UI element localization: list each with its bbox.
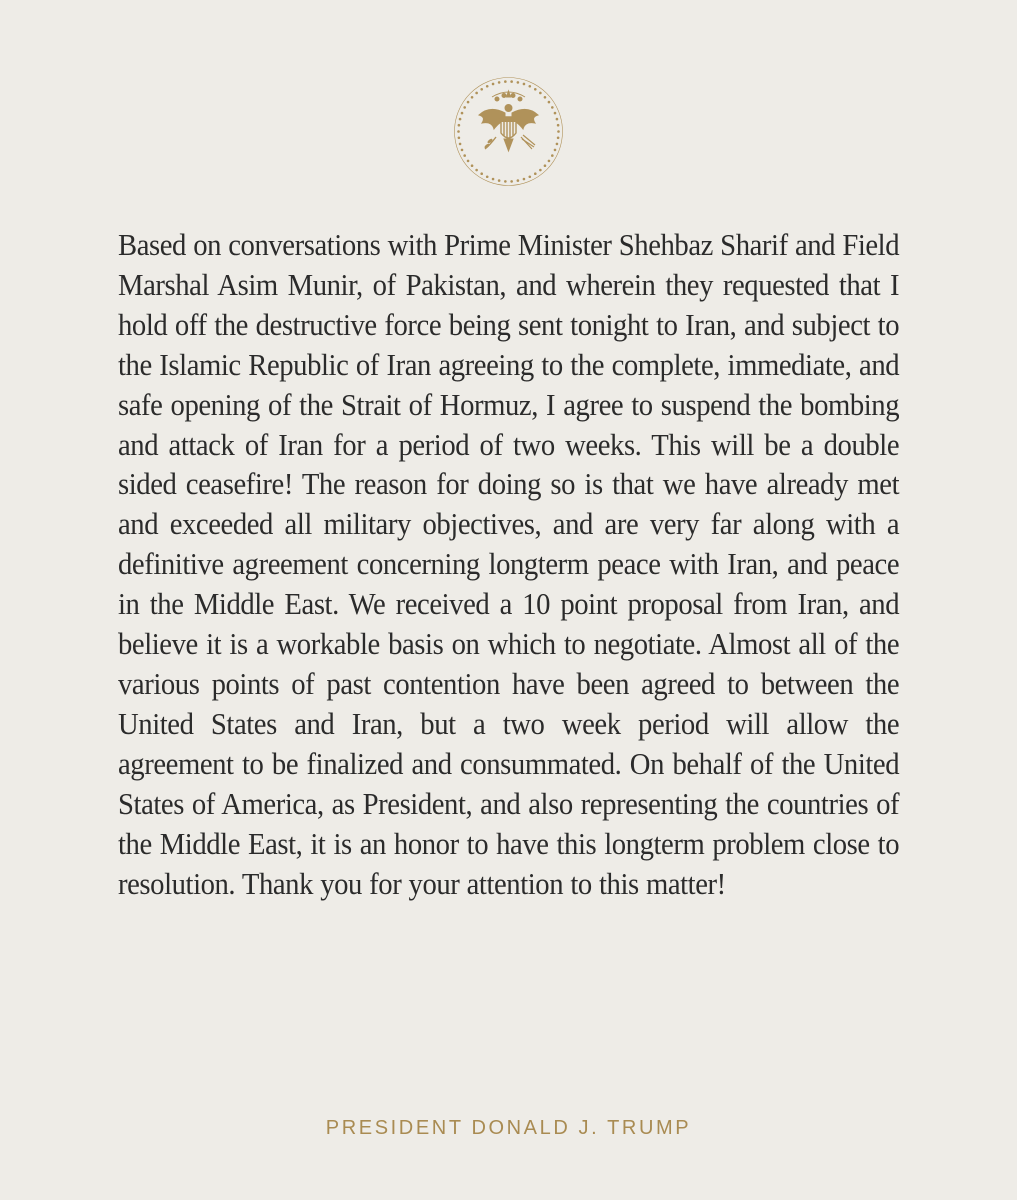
presidential-seal-icon [452, 75, 565, 188]
signature: PRESIDENT DONALD J. TRUMP [325, 1117, 692, 1139]
letter-body: Based on conversations with Prime Minister Shehbaz Sharif and Field Marshal Asim Munir, of Pakistan, and wherein they requested that I hold off the destructive force being sent tonight to Iran, and subject to the Islamic Republic of Iran agreeing to the complete, immediate, and safe opening of the Strait of Hormuz, I agree to suspend the bombing and attack of Iran for a period of two weeks. This will be a double sided ceasefire! The reason for doing so is that we have already met and exceeded all military objectives, and are very far along with a definitive agreement concerning longterm peace with Iran, and peace in the Middle East. We received a 10 point proposal from Iran, and believe it is a workable basis on which to negotiate. Almost all of the various points of past contention have been agreed to between the United States and Iran, but a two week period will allow the agreement to be finalized and consummated. On behalf of the United States of America, as President, and also representing the countries of the Middle East, it is an honor to have this longterm problem close to resolution. Thank you for your attention to this matter! [118, 228, 900, 901]
